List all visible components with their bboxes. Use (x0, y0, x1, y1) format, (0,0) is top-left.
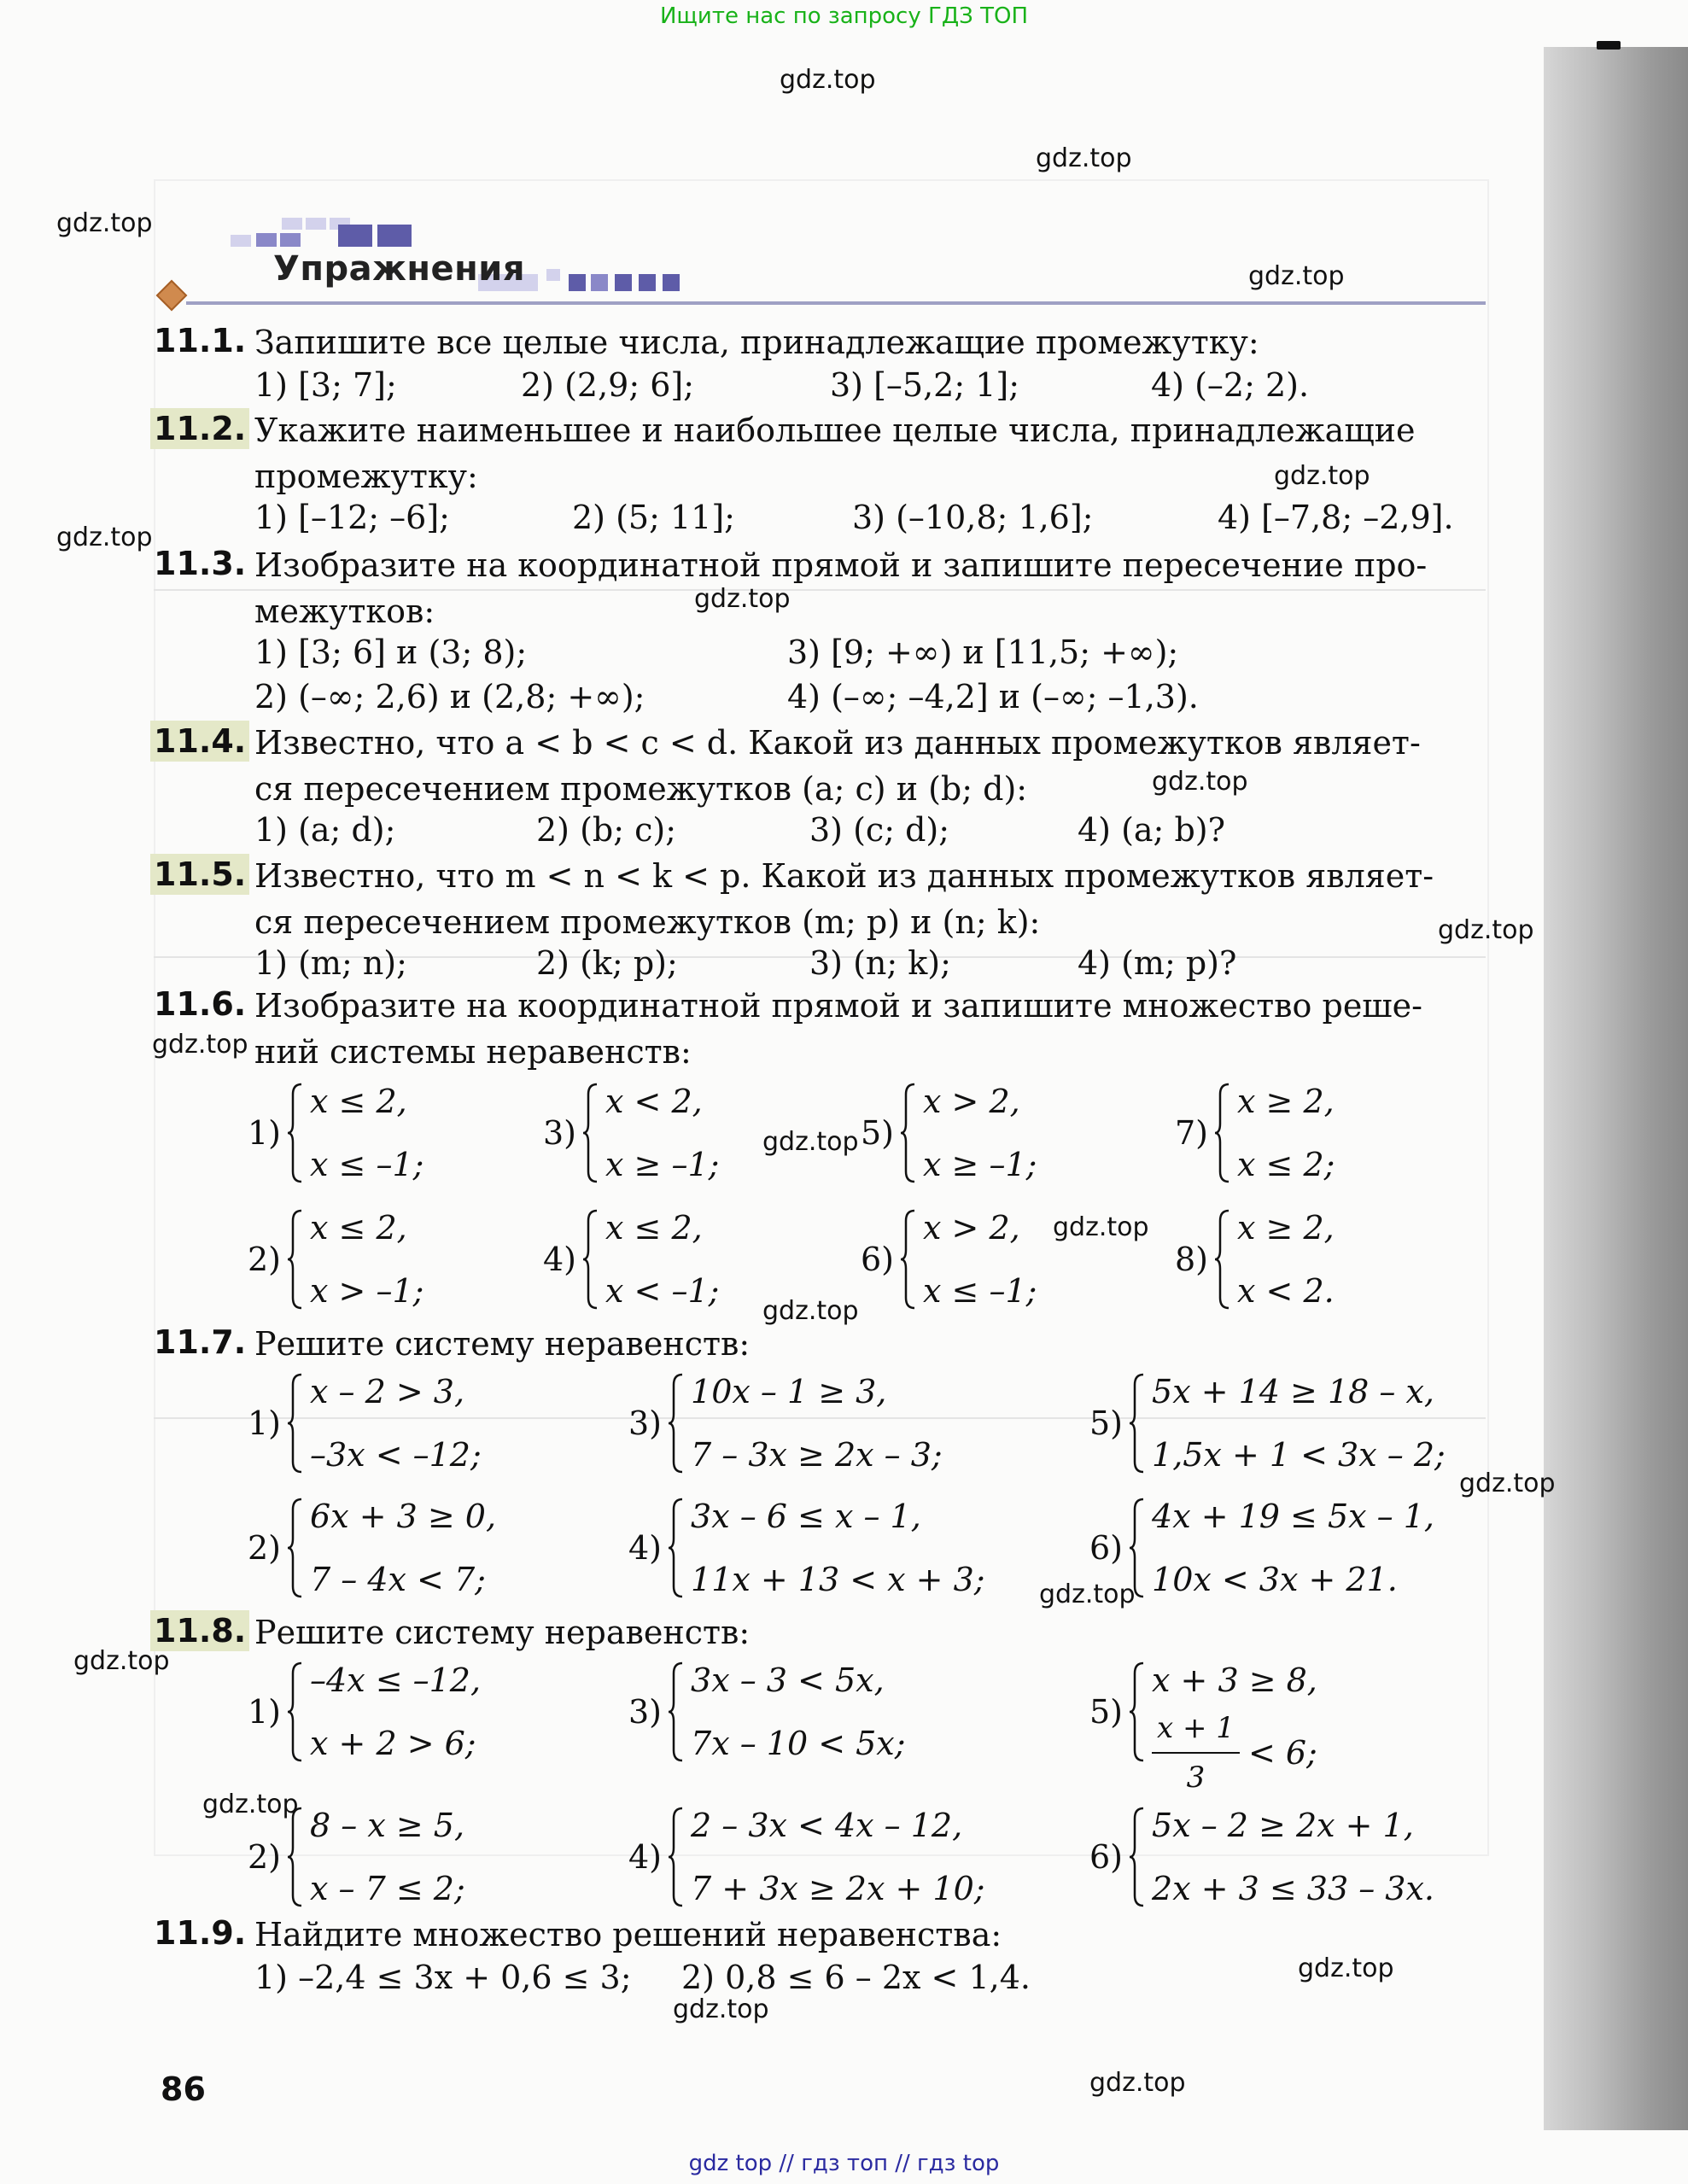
watermark: gdz.top (1089, 2068, 1186, 2098)
brace-icon (667, 1661, 686, 1762)
system-lines (1237, 1204, 1335, 1315)
inequality-system (248, 1492, 496, 1603)
watermark: gdz.top (56, 208, 153, 238)
inequality-line: 8 – x ≥ 5, (310, 1807, 465, 1844)
inequality-line: 10x – 1 ≥ 3, (691, 1373, 887, 1410)
watermark: gdz.top (1248, 261, 1345, 291)
answer-item: 1) [3; 6] и (3; 8); (254, 634, 528, 671)
inequality-system (1175, 1077, 1335, 1188)
top-banner[interactable]: Ищите нас по запросу ГДЗ ТОП (659, 3, 1029, 29)
inequality-line: 2x + 3 ≤ 33 – 3x. (1152, 1870, 1434, 1907)
answer-item: 1) –2,4 ≤ 3x + 0,6 ≤ 3; (254, 1959, 632, 1996)
inequality-line: 7 + 3x ≥ 2x + 10; (691, 1870, 985, 1907)
watermark: gdz.top (1298, 1953, 1394, 1983)
system-label: 1) (248, 1404, 282, 1442)
header-rule (186, 301, 1486, 305)
inequality-line: –4x ≤ –12, (310, 1661, 482, 1699)
system-lines (605, 1077, 719, 1188)
exercise-11-5 (154, 854, 1486, 990)
inequality-line: x > 2, (923, 1209, 1020, 1247)
system-lines (605, 1204, 719, 1315)
watermark: gdz.top (1039, 1580, 1136, 1609)
system-lines (310, 1802, 465, 1912)
brace-icon (286, 1807, 305, 1907)
system-lines (923, 1204, 1037, 1315)
inequality-line: x – 2 > 3, (310, 1373, 465, 1410)
exercise-number: 11.9. (154, 1914, 247, 1952)
exercise-number: 11.5. (150, 854, 249, 895)
system-label: 7) (1175, 1114, 1209, 1152)
exercise-number: 11.3. (154, 545, 247, 582)
answer-item: 2) 0,8 ≤ 6 – 2x < 1,4. (681, 1959, 1031, 1996)
system-label: 5) (861, 1114, 895, 1152)
watermark: gdz.top (56, 523, 153, 552)
system-lines (1152, 1656, 1317, 1795)
system-label: 5) (1089, 1404, 1124, 1442)
answer-item: 3) (n; k); (809, 944, 951, 982)
brace-icon (1128, 1661, 1147, 1762)
inequality-system (248, 1368, 482, 1479)
exercise-number: 11.2. (150, 408, 249, 449)
bottom-banner[interactable]: gdz top // гдз топ // гдз top (688, 2151, 1000, 2176)
watermark: gdz.top (1438, 915, 1534, 945)
inequality-line: x > 2, (923, 1083, 1020, 1120)
inequality-line: 3x – 6 ≤ x – 1, (691, 1498, 921, 1535)
system-label: 2) (248, 1241, 282, 1278)
watermark: gdz.top (694, 584, 791, 614)
inequality-line: 10x < 3x + 21. (1152, 1561, 1398, 1598)
system-lines (310, 1077, 423, 1188)
answer-item: 3) (–10,8; 1,6]; (852, 499, 1094, 536)
exercise-number: 11.8. (150, 1610, 249, 1651)
answer-item: 2) (k; p); (536, 944, 678, 982)
inequality-line: x ≤ 2, (310, 1083, 407, 1120)
exercise-text: Решите систему неравенств: (254, 1614, 751, 1651)
inequality-line: x < 2. (1237, 1272, 1335, 1310)
watermark: gdz.top (202, 1790, 299, 1819)
brace-icon (581, 1209, 600, 1310)
brace-icon (1128, 1373, 1147, 1474)
inequality-system (543, 1204, 719, 1315)
inequality-system (1089, 1368, 1446, 1479)
system-lines (1152, 1802, 1434, 1912)
system-label: 1) (248, 1114, 282, 1152)
answer-item: 2) (2,9; 6]; (521, 366, 695, 404)
inequality-line: x – 7 ≤ 2; (310, 1870, 465, 1907)
exercise-number: 11.7. (154, 1323, 247, 1361)
inequality-line: –3x < –12; (310, 1436, 482, 1474)
system-label: 2) (248, 1838, 282, 1876)
brace-icon (1128, 1807, 1147, 1907)
system-lines (923, 1077, 1037, 1188)
inequality-line: 3x – 3 < 5x, (691, 1661, 885, 1699)
answer-item: 1) (m; n); (254, 944, 407, 982)
exercise-text: межутков: (254, 593, 435, 630)
inequality-line: x ≥ –1; (605, 1146, 720, 1183)
system-lines (1152, 1492, 1434, 1603)
answer-item: 1) (a; d); (254, 811, 396, 849)
fraction-numerator: x + 1 (1152, 1704, 1240, 1754)
exercise-number: 11.4. (150, 721, 249, 762)
brace-icon (667, 1498, 686, 1598)
watermark: gdz.top (762, 1127, 859, 1157)
answer-item: 3) [9; +∞) и [11,5; +∞); (787, 634, 1179, 671)
inequality-line: 7x – 10 < 5x; (691, 1725, 906, 1762)
inequality-system (628, 1368, 943, 1479)
inequality-system (861, 1077, 1037, 1188)
inequality-system (628, 1802, 985, 1912)
answer-item: 2) (–∞; 2,6) и (2,8; +∞); (254, 678, 645, 715)
system-label: 4) (543, 1241, 577, 1278)
exercise-text: промежутку: (254, 458, 478, 495)
inequality-system (248, 1656, 481, 1767)
inequality-line: 6x + 3 ≥ 0, (310, 1498, 497, 1535)
brace-icon (286, 1209, 305, 1310)
watermark: gdz.top (762, 1296, 859, 1326)
exercise-text: ся пересечением промежутков (a; c) и (b; d): (254, 770, 1028, 808)
inequality-line: x ≤ 2; (1237, 1146, 1335, 1183)
answer-item: 4) (a; b)? (1078, 811, 1225, 849)
answer-item: 3) (c; d); (809, 811, 950, 849)
brace-icon (1213, 1083, 1232, 1183)
inequality-line: x ≤ –1; (310, 1146, 424, 1183)
brace-icon (286, 1083, 305, 1183)
watermark: gdz.top (1274, 461, 1370, 491)
fraction (1152, 1704, 1240, 1802)
page-number: 86 (161, 2070, 206, 2108)
inequality-line: 4x + 19 ≤ 5x – 1, (1152, 1498, 1434, 1535)
exercise-text: Запишите все целые числа, принадлежащие промежутку: (254, 324, 1259, 361)
brace-icon (899, 1083, 918, 1183)
system-label: 4) (628, 1838, 663, 1876)
inequality-line: x ≤ –1; (923, 1272, 1037, 1310)
inequality-line: x ≤ 2, (310, 1209, 407, 1247)
exercise-text: ний системы неравенств: (254, 1033, 692, 1071)
inequality-line: x < –1; (605, 1272, 720, 1310)
watermark: gdz.top (73, 1646, 170, 1676)
system-lines (691, 1368, 943, 1479)
answer-item: 4) (–2; 2). (1151, 366, 1310, 404)
inequality-system (1089, 1656, 1317, 1795)
answer-item: 3) [–5,2; 1]; (830, 366, 1020, 404)
exercise-text: ся пересечением промежутков (m; p) и (n; k): (254, 903, 1041, 941)
watermark: gdz.top (780, 65, 876, 95)
system-label: 3) (628, 1404, 663, 1442)
inequality-line: 1,5x + 1 < 3x – 2; (1152, 1436, 1446, 1474)
answer-item: 4) (–∞; –4,2] и (–∞; –1,3). (787, 678, 1199, 715)
exercise-number: 11.1. (154, 322, 247, 359)
brace-icon (581, 1083, 600, 1183)
answer-item: 1) [3; 7]; (254, 366, 397, 404)
system-lines (310, 1368, 482, 1479)
watermark: gdz.top (1036, 143, 1132, 173)
inequality-system (1089, 1492, 1434, 1603)
inequality-system (1175, 1204, 1335, 1315)
system-lines (1237, 1077, 1335, 1188)
system-label: 6) (1089, 1838, 1124, 1876)
system-lines (310, 1204, 423, 1315)
answer-item: 4) (m; p)? (1078, 944, 1237, 982)
inequality-line: 7 – 4x < 7; (310, 1561, 486, 1598)
system-label: 6) (1089, 1529, 1124, 1567)
answer-item: 1) [–12; –6]; (254, 499, 450, 536)
brace-icon (899, 1209, 918, 1310)
inequality-line: x ≥ –1; (923, 1146, 1037, 1183)
brace-icon (1213, 1209, 1232, 1310)
watermark: gdz.top (673, 1994, 769, 2024)
exercise-text: Решите систему неравенств: (254, 1325, 751, 1363)
exercise-11-9 (154, 1912, 1486, 2006)
system-lines (310, 1492, 496, 1603)
exercise-11-7 (154, 1322, 1486, 1373)
inequality-line: x < 2, (605, 1083, 703, 1120)
exercise-text: Изобразите на координатной прямой и запишите пересечение про- (254, 546, 1428, 584)
system-label: 5) (1089, 1693, 1124, 1731)
inequality-system (248, 1077, 423, 1188)
brace-icon (286, 1373, 305, 1474)
book-spine-shadow (1544, 47, 1688, 2130)
inequality-line: x ≥ 2, (1237, 1083, 1335, 1120)
exercise-text: Укажите наименьшее и наибольшее целые числа, принадлежащие (254, 412, 1416, 449)
exercise-11-3 (154, 543, 1486, 722)
watermark: gdz.top (1053, 1212, 1149, 1242)
inequality-system (543, 1077, 719, 1188)
inequality-line: x ≥ 2, (1237, 1209, 1335, 1247)
inequality-system (248, 1204, 423, 1315)
inequality-line: 5x + 14 ≥ 18 – x, (1152, 1373, 1434, 1410)
inequality-line: 2 – 3x < 4x – 12, (691, 1807, 963, 1844)
inequality-line: 11x + 13 < x + 3; (691, 1561, 985, 1598)
section-title: Упражнения (273, 249, 526, 289)
inequality-system (628, 1492, 985, 1603)
system-lines (310, 1656, 481, 1767)
inequality-line: x > –1; (310, 1272, 424, 1310)
exercise-11-4 (154, 721, 1486, 857)
inequality-line: 5x – 2 ≥ 2x + 1, (1152, 1807, 1414, 1844)
system-label: 3) (628, 1693, 663, 1731)
exercise-11-8 (154, 1610, 1486, 1661)
system-lines (691, 1656, 906, 1767)
system-lines (1152, 1368, 1446, 1479)
brace-icon (667, 1807, 686, 1907)
inequality-system (1089, 1802, 1434, 1912)
exercise-text: Известно, что m < n < k < p. Какой из данных промежутков являет- (254, 857, 1434, 895)
inequality-line: x ≤ 2, (605, 1209, 703, 1247)
spine-mark (1597, 41, 1621, 50)
inequality-line: 7 – 3x ≥ 2x – 3; (691, 1436, 943, 1474)
system-lines (691, 1492, 985, 1603)
watermark: gdz.top (1152, 767, 1248, 797)
exercise-text: Найдите множество решений неравенства: (254, 1916, 1002, 1953)
system-label: 1) (248, 1693, 282, 1731)
system-label: 2) (248, 1529, 282, 1567)
system-label: 6) (861, 1241, 895, 1278)
system-label: 3) (543, 1114, 577, 1152)
brace-icon (286, 1498, 305, 1598)
answer-item: 4) [–7,8; –2,9]. (1218, 499, 1454, 536)
inequality-line (1152, 1704, 1317, 1802)
exercise-number: 11.6. (154, 985, 247, 1023)
inequality-rest: < 6; (1247, 1734, 1317, 1772)
watermark: gdz.top (1459, 1469, 1556, 1498)
exercise-11-1 (154, 320, 1486, 414)
answer-item: 2) (5; 11]; (572, 499, 735, 536)
fraction-denominator: 3 (1186, 1761, 1206, 1795)
system-label: 4) (628, 1529, 663, 1567)
inequality-line: x + 2 > 6; (310, 1725, 476, 1762)
inequality-system (628, 1656, 906, 1767)
system-lines (691, 1802, 985, 1912)
exercise-text: Известно, что a < b < c < d. Какой из данных промежутков являет- (254, 724, 1421, 762)
answer-item: 2) (b; c); (536, 811, 677, 849)
brace-icon (286, 1661, 305, 1762)
inequality-system (861, 1204, 1037, 1315)
inequality-line: x + 3 ≥ 8, (1152, 1661, 1317, 1699)
system-label: 8) (1175, 1241, 1209, 1278)
brace-icon (667, 1373, 686, 1474)
watermark: gdz.top (152, 1030, 248, 1060)
exercise-text: Изобразите на координатной прямой и запишите множество реше- (254, 987, 1422, 1025)
